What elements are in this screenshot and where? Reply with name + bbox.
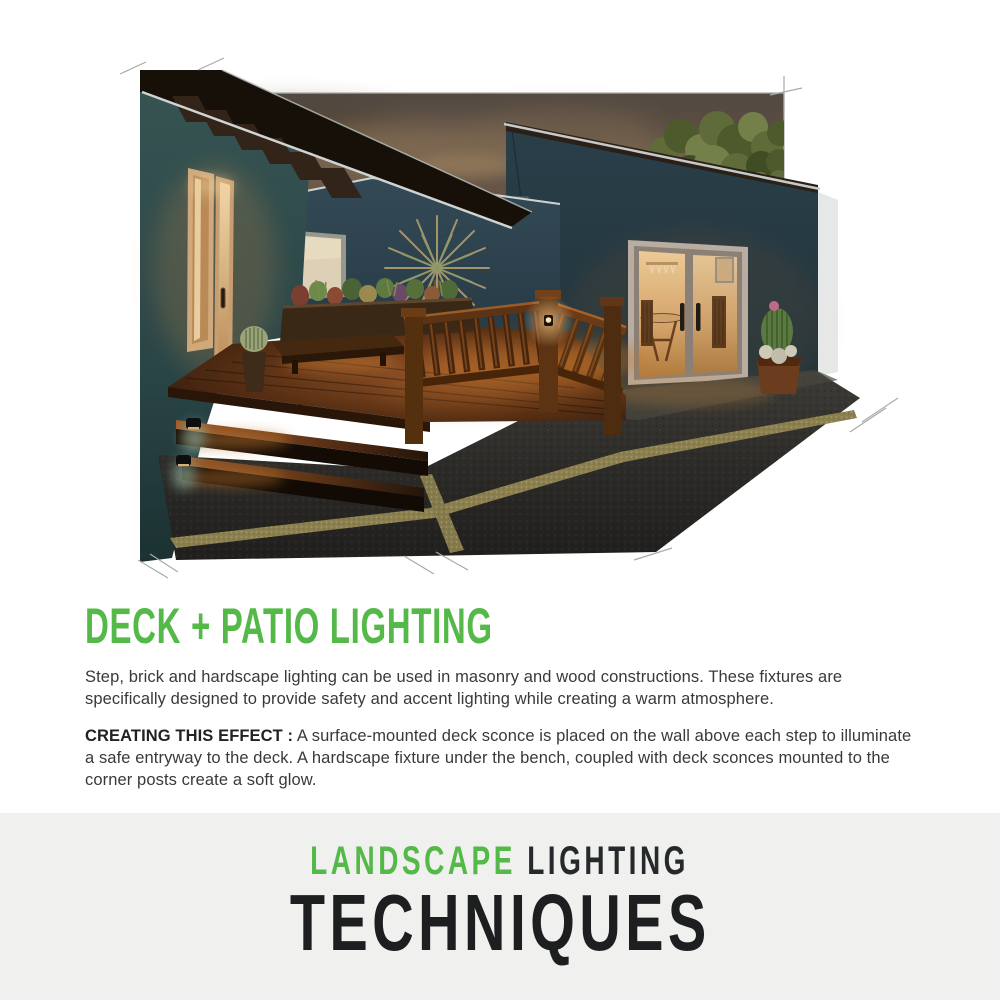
cactus-flower: [769, 301, 779, 311]
intro-paragraph: Step, brick and hardscape lighting can be used in masonry and wood constructions. These fixtures are specifically designed to provide safety and accent lighting while creating a warm atmosphere.: [85, 668, 843, 708]
framed-picture: [716, 258, 733, 282]
door-handle-left: [680, 303, 685, 331]
footer-title-text: TECHNIQUES: [289, 878, 711, 967]
door-handle-right: [696, 303, 701, 331]
step-sconce-lower: [176, 455, 191, 466]
footer-band: [0, 813, 1000, 1000]
section-heading: [85, 600, 925, 652]
section-heading-text: DECK + PATIO LIGHTING: [85, 598, 493, 654]
content-block: [85, 600, 925, 791]
effect-text: A surface-mounted deck sconce is placed on the wall above each step to illuminate a safe entryway to the deck. A hardscape fixture under the bench, coupled with deck sconces mounted to the corner posts create a soft glow.: [85, 727, 912, 789]
side-panel: [818, 192, 838, 376]
step-sconce-upper: [186, 418, 201, 429]
footer-title: [0, 878, 1000, 967]
brand-word-landscape: LANDSCAPE: [310, 839, 517, 883]
brand-word-lighting: LIGHTING: [527, 839, 690, 883]
french-doors: [628, 240, 748, 385]
effect-paragraph: [85, 725, 925, 791]
side-door-handle: [221, 288, 225, 308]
effect-label: CREATING THIS EFFECT :: [85, 727, 294, 745]
balusters-front: [416, 335, 545, 351]
brand-line: [0, 840, 1000, 882]
post-sconce: [523, 295, 575, 347]
